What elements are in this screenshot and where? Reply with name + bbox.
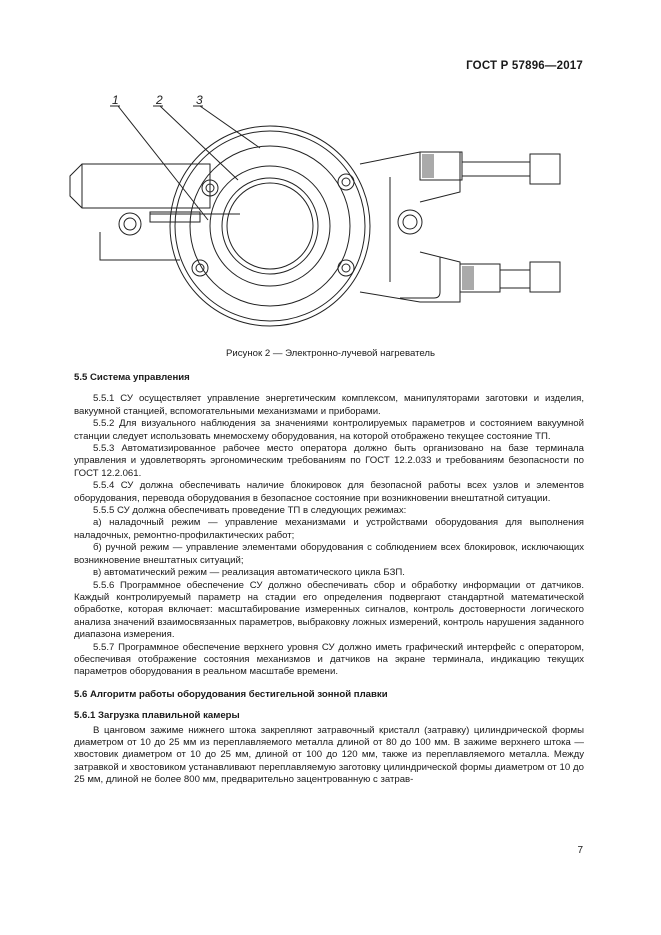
paragraph-5-5-5: 5.5.5 СУ должна обеспечивать проведение ТП в следующих режимах: bbox=[93, 505, 407, 517]
section-5-5-title: 5.5 Система управления bbox=[74, 372, 190, 383]
page-number: 7 bbox=[577, 845, 583, 856]
paragraph-5-5-1: 5.5.1 СУ осуществляет управление энергетическим комплексом, манипуляторами заготовки и изделия, вакуумной станцией, вспомогательными механизмами и приборами. bbox=[74, 393, 584, 417]
document-body bbox=[74, 372, 584, 787]
document-header: ГОСТ Р 57896—2017 bbox=[466, 60, 583, 72]
list-item-c: в) автоматический режим — реализация автоматического цикла БЗП. bbox=[93, 567, 405, 579]
paragraph-5-5-7: 5.5.7 Программное обеспечение верхнего уровня СУ должно иметь графический интерфейс с оператором, обеспечивая отображение состояния механизмов и датчиков на экране терминала, индикацию текущих параметров оборудования в реальном масштабе времени. bbox=[74, 641, 584, 678]
paragraph-5-5-2: 5.5.2 Для визуального наблюдения за значениями контролируемых параметров и состоянием вакуумной станции следует использовать мнемосхему оборудования, на которой отображено текущее состояние ТП. bbox=[74, 418, 584, 442]
paragraph-5-6-1: В цанговом зажиме нижнего штока закрепляют затравочный кристалл (затравку) цилиндрической формы диаметром от 10 до 25 мм из переплавляемого металла длиной от 80 до 100 мм. В зажиме верхнего штока — хвостовик диаметром от 10 до 25 мм, длиной от 100 до 120 мм, также из переплавляемого металла. Между затравкой и хвостовиком устанавливают переплавляемую заготовку цилиндрической формы диаметром от 10 до 25 мм, длиной не более 800 мм, предварительно зацентрованную с затрав- bbox=[74, 724, 584, 786]
paragraph-5-5-4: 5.5.4 СУ должна обеспечивать наличие блокировок для безопасной работы всех узлов и элементов оборудования, перевода оборудования в безопасное состояние при возникновении внештатной ситуации. bbox=[74, 480, 584, 504]
paragraph-5-5-3: 5.5.3 Автоматизированное рабочее место оператора должно быть организовано на базе терминала управления и удовлетворять эргономическим требованиям по ГОСТ 12.2.033 и требованиям безопасности по ГОСТ 12.2.061. bbox=[74, 443, 584, 479]
section-5-6-title: 5.6 Алгоритм работы оборудования бестигельной зонной плавки bbox=[74, 688, 388, 700]
heater-drawing bbox=[60, 92, 600, 344]
electron-beam-heater-diagram bbox=[60, 92, 600, 344]
list-item-a: а) наладочный режим — управление механизмами и устройствами оборудования для выполнения наладочных, ремонтно-профилактических работ; bbox=[74, 517, 584, 541]
paragraph-5-5-6: 5.5.6 Программное обеспечение СУ должно обеспечивать сбор и обработку информации от датчиков. Каждый контролируемый параметр на стадии его определения подвергают стандартной математической обработке, которая включает: масштабирование измеренных сигналов, контроль достоверности логического анализа значений взаимосвязанных параметров, выбраковку ложных измерений, контроль нарушения заданного диапазона измерения. bbox=[74, 579, 584, 641]
figure-caption: Рисунок 2 — Электронно-лучевой нагреватель bbox=[225, 348, 435, 359]
callout-1: 1 bbox=[112, 93, 119, 107]
callout-2: 2 bbox=[156, 93, 163, 107]
list-item-b: б) ручной режим — управление элементами оборудования с соблюдением всех блокировок, исключающих возникновение внештатных ситуаций; bbox=[74, 542, 584, 566]
callout-3: 3 bbox=[196, 93, 203, 107]
section-5-6-1-title: 5.6.1 Загрузка плавильной камеры bbox=[74, 710, 240, 722]
